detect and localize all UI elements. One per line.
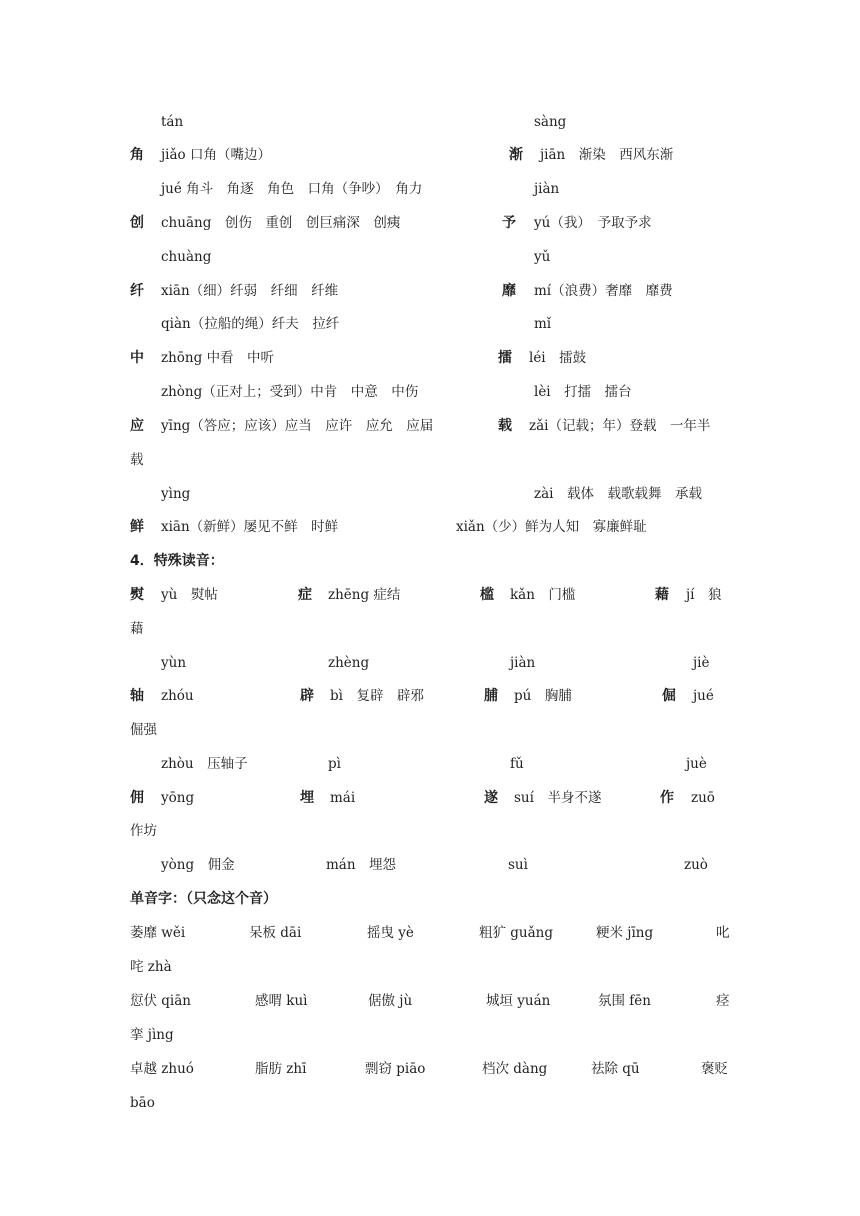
- pinyin-line: lèi 打擂 擂台: [534, 384, 632, 400]
- head-char: 创: [130, 215, 144, 231]
- word-item: 呆板 dāi: [249, 925, 302, 941]
- word-item: 摇曳 yè: [367, 925, 414, 941]
- head-char: 脯: [484, 688, 498, 704]
- pinyin-line: yòng 佣金: [161, 857, 235, 873]
- entry-text: chuāng 创伤 重创 创巨痛深 创痍: [161, 215, 401, 231]
- section-heading: 4．特殊读音：: [130, 553, 224, 569]
- word-item: 氛围 fēn: [598, 993, 651, 1009]
- word-item: 感喟 kuì: [255, 993, 308, 1009]
- word-item: 祛除 qū: [591, 1061, 640, 1077]
- entry-text: xiǎn（少）鲜为人知 寡廉鲜耻: [456, 519, 647, 535]
- pinyin-line: jué 角斗 角逐 角色 口角（争吵） 角力: [161, 181, 423, 197]
- entry-text: bì 复辟 辟邪: [330, 688, 424, 704]
- entry-text: kǎn 门槛: [510, 587, 576, 603]
- word-item: 叱: [716, 925, 730, 941]
- entry-text: yīng（答应；应该）应当 应许 应允 应届: [161, 418, 434, 434]
- wrapped-text: 作坊: [130, 823, 157, 839]
- wrapped-text: bāo: [130, 1095, 155, 1111]
- head-char: 辟: [300, 688, 314, 704]
- head-char: 擂: [498, 350, 512, 366]
- head-char: 埋: [300, 790, 314, 806]
- word-item: 粗犷 guǎng: [479, 925, 554, 941]
- head-char: 载: [498, 418, 512, 434]
- pinyin-line: jiàn: [510, 655, 536, 671]
- word-item: 粳米 jīng: [596, 925, 654, 941]
- word-item: 卓越 zhuó: [130, 1061, 194, 1077]
- entry-text: mí（浪费）奢靡 靡费: [534, 283, 673, 299]
- entry-text: xiān（新鲜）屡见不鲜 时鲜: [161, 519, 339, 535]
- head-char: 作: [660, 790, 674, 806]
- entry-text: zhóu: [161, 688, 194, 704]
- entry-text: zuō: [691, 790, 715, 806]
- pinyin-line: fǔ: [510, 756, 524, 772]
- entry-text: jí 狼: [686, 587, 722, 603]
- pinyin-line: jiàn: [534, 181, 560, 197]
- entry-text: yù 熨帖: [161, 587, 218, 603]
- head-char: 鲜: [130, 519, 144, 535]
- entry-text: yōng: [161, 790, 195, 806]
- head-char: 槛: [480, 587, 494, 603]
- head-char: 予: [502, 215, 516, 231]
- head-char: 靡: [502, 283, 516, 299]
- pinyin-line: mǐ: [534, 316, 552, 332]
- pinyin-line: zhòu 压轴子: [161, 756, 248, 772]
- entry-text: yú（我） 予取予求: [534, 215, 652, 231]
- pinyin-line: yùn: [161, 655, 187, 671]
- word-item: 档次 dàng: [482, 1061, 548, 1077]
- head-char: 轴: [130, 688, 144, 704]
- pinyin-line: chuàng: [161, 249, 212, 265]
- pinyin-line: jiè: [693, 655, 710, 671]
- word-item: 萎靡 wěi: [130, 925, 186, 941]
- pinyin-line: pì: [328, 756, 341, 772]
- pinyin-line: yìng: [161, 486, 191, 502]
- pinyin-line: zài 载体 载歌载舞 承载: [534, 486, 702, 502]
- head-char: 佣: [130, 790, 144, 806]
- head-char: 角: [130, 147, 144, 163]
- pinyin-line: zuò: [684, 857, 708, 873]
- wrapped-text: 挛 jìng: [130, 1027, 174, 1043]
- word-item: 痉: [716, 993, 730, 1009]
- entry-text: suí 半身不遂: [514, 790, 602, 806]
- word-item: 脂肪 zhī: [255, 1061, 307, 1077]
- head-char: 藉: [655, 587, 669, 603]
- pinyin-line: sàng: [534, 114, 567, 130]
- head-char: 倔: [662, 688, 676, 704]
- pinyin-line: qiàn（拉船的绳）纤夫 拉纤: [161, 316, 340, 332]
- entry-text: xiān（细）纤弱 纤细 纤维: [161, 283, 339, 299]
- entry-text: zǎi（记载；年）登载 一年半: [529, 418, 711, 434]
- word-item: 倨傲 jù: [368, 993, 413, 1009]
- entry-text: zhēng 症结: [328, 587, 401, 603]
- head-char: 纤: [130, 283, 144, 299]
- head-char: 应: [130, 418, 144, 434]
- section-heading: 单音字：（只念这个音）: [130, 891, 277, 907]
- entry-text: zhōng 中看 中听: [161, 350, 275, 366]
- head-char: 症: [298, 587, 312, 603]
- wrapped-text: 倔强: [130, 722, 157, 738]
- wrapped-text: 载: [130, 452, 144, 468]
- pinyin-line: zhèng: [328, 655, 370, 671]
- entry-text: léi 擂鼓: [529, 350, 587, 366]
- pinyin-line: yǔ: [534, 249, 551, 265]
- wrapped-text: 藉: [130, 621, 144, 637]
- head-char: 熨: [130, 587, 144, 603]
- head-char: 中: [130, 350, 144, 366]
- entry-text: jué: [693, 688, 714, 704]
- pinyin-line: tán: [161, 114, 184, 130]
- head-char: 渐: [509, 147, 523, 163]
- wrapped-text: 咤 zhà: [130, 959, 172, 975]
- word-item: 愆伏 qiān: [130, 993, 191, 1009]
- pinyin-line: suì: [508, 857, 528, 873]
- pinyin-line: mán 埋怨: [326, 857, 397, 873]
- word-item: 城垣 yuán: [486, 993, 551, 1009]
- entry-text: mái: [330, 790, 356, 806]
- pinyin-line: juè: [686, 756, 707, 772]
- head-char: 遂: [484, 790, 498, 806]
- entry-text: pú 胸脯: [514, 688, 572, 704]
- entry-text: jiǎo 口角（嘴边）: [161, 147, 271, 163]
- word-item: 褒贬: [701, 1061, 728, 1077]
- word-item: 剽窃 piāo: [365, 1061, 426, 1077]
- entry-text: jiān 渐染 西风东渐: [540, 147, 674, 163]
- pinyin-line: zhòng（正对上；受到）中肯 中意 中伤: [161, 384, 419, 400]
